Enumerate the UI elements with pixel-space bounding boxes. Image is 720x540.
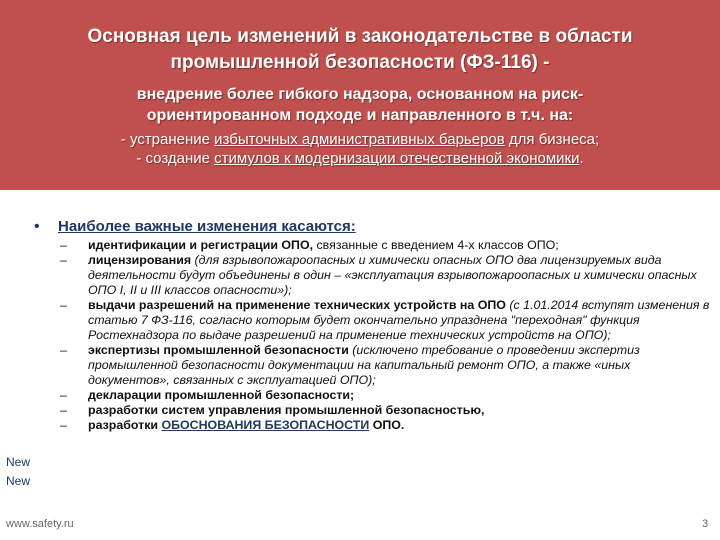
list-item-licensing — [60, 253, 712, 298]
list-item-safety-justification — [60, 418, 712, 433]
slide-subtitle — [0, 84, 720, 126]
goal-points — [0, 130, 720, 168]
item-bold: разработки — [88, 418, 162, 432]
changes-list — [60, 238, 712, 433]
slide-title-line2: промышленной безопасности (ФЗ-116) - — [170, 52, 550, 73]
dash-icon: – — [60, 403, 67, 417]
item-tail: ОПО. — [369, 418, 405, 432]
item-bold: выдачи разрешений на применение технических устройств на ОПО — [88, 298, 506, 312]
goal-point-1 — [0, 130, 720, 149]
list-item-registration — [60, 238, 712, 253]
goal-point-1-suffix: для бизнеса; — [504, 131, 600, 148]
list-item-expertise — [60, 343, 712, 388]
title-banner — [0, 0, 720, 190]
item-rest: (с 1.01.2014 вступят изменения в статью 7 ФЗ-116, согласно которым будет окончательно упразднена "переходная" функция Ростехнадзора по выдаче разрешений на применение технических устройств на ОПО); — [88, 298, 710, 342]
item-bold: декларации промышленной безопасности; — [88, 388, 355, 402]
dash-icon: – — [60, 388, 67, 402]
bullet-icon: • — [34, 218, 40, 235]
safety-justification-link: ОБОСНОВАНИЯ БЕЗОПАСНОСТИ — [161, 418, 370, 432]
item-bold: экспертизы промышленной безопасности — [88, 343, 349, 357]
list-item-permits — [60, 298, 712, 343]
goal-point-2-underlined: стимулов к модернизации отечественной экономики — [214, 150, 580, 167]
goal-point-1-underlined: избыточных административных барьеров — [214, 131, 505, 148]
goal-point-2 — [0, 149, 720, 168]
footer-site-url: www.safety.ru — [6, 518, 74, 530]
item-rest: (исключено требование о проведении экспертиз промышленной безопасности документации на капитальный ремонт ОПО, а также «иных документов», связанных с эксплуатацией ОПО); — [88, 343, 640, 387]
new-badge-1: New — [6, 455, 31, 469]
slide-title — [0, 24, 720, 76]
slide-subtitle-line1: внедрение более гибкого надзора, основанном на риск- — [136, 86, 584, 103]
slide-title-line1: Основная цель изменений в законодательстве в области — [87, 26, 633, 47]
item-bold: лицензирования — [88, 253, 192, 267]
new-badge-2: New — [6, 474, 31, 488]
dash-icon: – — [60, 418, 67, 432]
dash-icon: – — [60, 298, 67, 312]
slide-subtitle-line2: ориентированном подходе и направленного в т.ч. на: — [146, 107, 574, 124]
item-bold: разработки систем управления промышленной безопасностью, — [88, 403, 485, 417]
dash-icon: – — [60, 238, 67, 252]
list-item-declaration — [60, 388, 712, 403]
goal-point-2-suffix: . — [579, 150, 584, 167]
dash-icon: – — [60, 343, 67, 357]
item-rest: (для взрывопожароопасных и химически опасных ОПО два лицензируемых вида деятельности будут объединены в один – «эксплуатация взрывопожароопасных и химически опасных ОПО I, II и III классов опасности»); — [88, 253, 697, 297]
goal-point-2-prefix: - создание — [136, 150, 215, 167]
list-item-management-systems — [60, 403, 712, 418]
item-bold: идентификации и регистрации ОПО, — [88, 238, 314, 252]
item-rest: связанные с введением 4-х классов ОПО; — [313, 238, 559, 252]
goal-point-1-prefix: - устранение — [120, 131, 215, 148]
page-number: 3 — [702, 518, 709, 530]
changes-heading: Наиболее важные изменения касаются: — [58, 218, 356, 235]
dash-icon: – — [60, 253, 67, 267]
